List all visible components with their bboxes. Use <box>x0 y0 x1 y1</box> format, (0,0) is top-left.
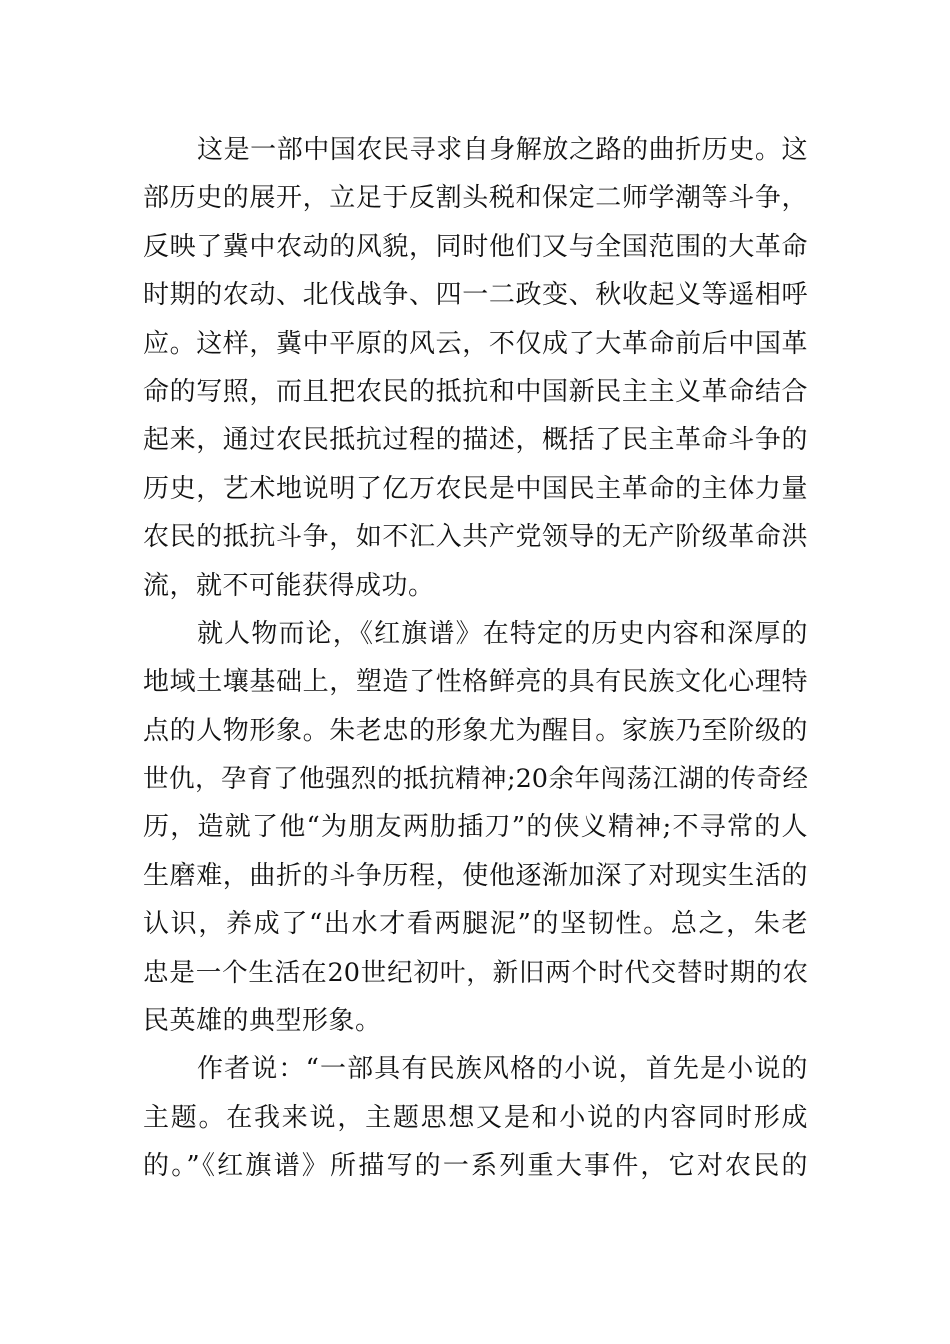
document-body <box>143 126 808 1191</box>
text-line: 命的写照，而且把农民的抵抗和中国新民主主义革命结合 <box>143 376 808 407</box>
text-line: 就人物而论，《红旗谱》在特定的历史内容和深厚的 <box>197 618 808 649</box>
text-line: 反映了冀中农动的风貌，同时他们又与全国范围的大革命 <box>143 231 808 262</box>
text-line: 历史，艺术地说明了亿万农民是中国民主革命的主体力量 <box>143 473 808 504</box>
text-line: 忠是一个生活在20世纪初叶，新旧两个时代交替时期的农 <box>143 957 808 988</box>
text-line: 认识，养成了“出水才看两腿泥”的坚韧性。总之，朱老 <box>143 909 808 940</box>
text-line: 这是一部中国农民寻求自身解放之路的曲折历史。这 <box>197 135 808 165</box>
text-line: 地域土壤基础上，塑造了性格鲜亮的具有民族文化心理特 <box>143 667 808 698</box>
text-line: 生磨难，曲折的斗争历程，使他逐渐加深了对现实生活的 <box>143 860 808 891</box>
text-line: 的。”《红旗谱》所描写的一系列重大事件，它对农民的 <box>143 1151 808 1182</box>
text-line: 起来，通过农民抵抗过程的描述，概括了民主革命斗争的 <box>143 425 808 456</box>
text-line: 时期的农动、北伐战争、四一二政变、秋收起义等遥相呼 <box>143 280 808 311</box>
text-line: 历，造就了他“为朋友两肋插刀”的侠义精神;不寻常的人 <box>143 812 808 843</box>
text-line: 应。这样，冀中平原的风云，不仅成了大革命前后中国革 <box>143 328 808 359</box>
text-line: 作者说：“一部具有民族风格的小说，首先是小说的 <box>197 1054 808 1085</box>
text-line: 主题。在我来说，主题思想又是和小说的内容同时形成 <box>143 1102 808 1133</box>
text-line: 点的人物形象。朱老忠的形象尤为醒目。家族乃至阶级的 <box>143 715 808 746</box>
text-line: 民英雄的典型形象。 <box>143 1006 382 1037</box>
text-line: 世仇，孕育了他强烈的抵抗精神;20余年闯荡江湖的传奇经 <box>143 764 808 795</box>
text-line: 部历史的展开，立足于反割头税和保定二师学潮等斗争， <box>143 183 808 214</box>
text-line: 流，就不可能获得成功。 <box>143 570 435 601</box>
text-line: 农民的抵抗斗争，如不汇入共产党领导的无产阶级革命洪 <box>143 522 808 553</box>
